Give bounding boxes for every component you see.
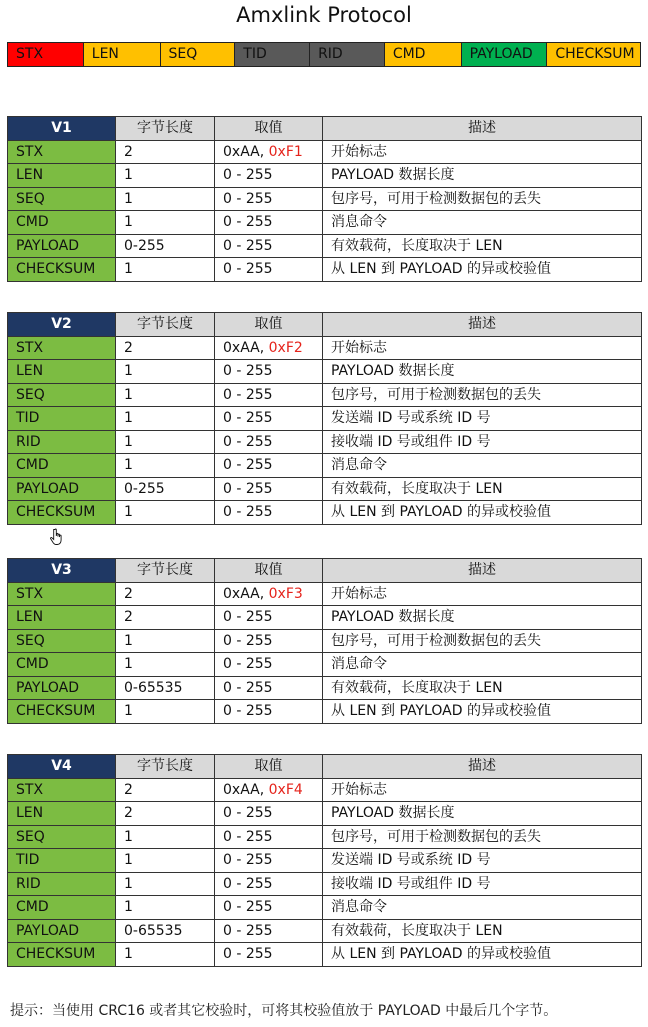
- protocol-field-bar: [7, 42, 641, 67]
- page-title: Amxlink Protocol: [236, 3, 412, 27]
- length-cell: 1: [116, 501, 215, 525]
- field-name-cell: CMD: [8, 211, 116, 235]
- field-name-cell: PAYLOAD: [8, 919, 116, 943]
- description-cell: 开始标志: [323, 778, 642, 802]
- length-cell: 2: [116, 140, 215, 164]
- length-cell: 1: [116, 211, 215, 235]
- field-name-cell: LEN: [8, 360, 116, 384]
- field-bar-seq: SEQ: [161, 43, 236, 66]
- field-name-cell: PAYLOAD: [8, 234, 116, 258]
- version-label: V2: [8, 313, 116, 337]
- value-text: 0 - 255: [223, 386, 273, 403]
- column-header-value: 取值: [215, 755, 323, 779]
- length-cell: 1: [116, 700, 215, 724]
- value-highlight-text: 0xF4: [268, 781, 303, 798]
- description-cell: 发送端 ID 号或系统 ID 号: [323, 407, 642, 431]
- length-cell: 1: [116, 383, 215, 407]
- field-name-cell: RID: [8, 430, 116, 454]
- description-cell: 包序号，可用于检测数据包的丢失: [323, 825, 642, 849]
- length-cell: 2: [116, 802, 215, 826]
- hand-pointer-icon: [48, 528, 64, 546]
- table-row: [8, 258, 642, 282]
- value-text: 0xAA,: [223, 143, 269, 160]
- value-text: 0 - 255: [223, 828, 273, 845]
- version-table-v1: [7, 116, 642, 282]
- version-table-v2: [7, 312, 642, 525]
- table-row: [8, 140, 642, 164]
- description-cell: PAYLOAD 数据长度: [323, 164, 642, 188]
- value-text: 0 - 255: [223, 899, 273, 916]
- value-cell: [215, 825, 323, 849]
- table-row: [8, 211, 642, 235]
- version-table-v4: [7, 754, 642, 967]
- description-cell: 开始标志: [323, 582, 642, 606]
- value-highlight-text: 0xF3: [268, 585, 303, 602]
- value-cell: [215, 582, 323, 606]
- value-text: 0 - 255: [223, 363, 273, 380]
- table-row: [8, 700, 642, 724]
- value-text: 0 - 255: [223, 237, 273, 254]
- description-cell: 包序号，可用于检测数据包的丢失: [323, 629, 642, 653]
- value-text: 0xAA,: [223, 339, 269, 356]
- table-row: [8, 360, 642, 384]
- description-cell: 有效载荷，长度取决于 LEN: [323, 234, 642, 258]
- length-cell: 0-255: [116, 477, 215, 501]
- description-cell: 包序号，可用于检测数据包的丢失: [323, 187, 642, 211]
- table-row: [8, 919, 642, 943]
- field-name-cell: CMD: [8, 896, 116, 920]
- description-cell: 消息命令: [323, 896, 642, 920]
- table-row: [8, 872, 642, 896]
- field-name-cell: LEN: [8, 164, 116, 188]
- length-cell: 1: [116, 629, 215, 653]
- length-cell: 2: [116, 606, 215, 630]
- length-cell: 1: [116, 825, 215, 849]
- value-cell: [215, 477, 323, 501]
- value-cell: [215, 187, 323, 211]
- value-text: 0xAA,: [223, 781, 269, 798]
- value-text: 0 - 255: [223, 805, 273, 822]
- table-row: [8, 653, 642, 677]
- column-header-desc: 描述: [323, 313, 642, 337]
- value-cell: [215, 211, 323, 235]
- description-cell: 开始标志: [323, 140, 642, 164]
- value-cell: [215, 258, 323, 282]
- length-cell: 2: [116, 336, 215, 360]
- column-header-length: 字节长度: [116, 559, 215, 583]
- length-cell: 1: [116, 849, 215, 873]
- value-text: 0 - 255: [223, 480, 273, 497]
- version-table-v3: [7, 558, 642, 724]
- table-row: [8, 629, 642, 653]
- field-bar-rid: RID: [310, 43, 385, 66]
- column-header-value: 取值: [215, 313, 323, 337]
- value-text: 0 - 255: [223, 190, 273, 207]
- length-cell: 2: [116, 582, 215, 606]
- column-header-desc: 描述: [323, 117, 642, 141]
- column-header-value: 取值: [215, 559, 323, 583]
- value-text: 0 - 255: [223, 504, 273, 521]
- field-name-cell: SEQ: [8, 187, 116, 211]
- version-label: V4: [8, 755, 116, 779]
- value-cell: [215, 802, 323, 826]
- table-header-row: [8, 755, 642, 779]
- table-row: [8, 454, 642, 478]
- description-cell: 有效载荷，长度取决于 LEN: [323, 919, 642, 943]
- table-row: [8, 896, 642, 920]
- field-name-cell: RID: [8, 872, 116, 896]
- column-header-desc: 描述: [323, 559, 642, 583]
- value-text: 0 - 255: [223, 609, 273, 626]
- value-text: 0 - 255: [223, 457, 273, 474]
- field-name-cell: SEQ: [8, 629, 116, 653]
- value-text: 0 - 255: [223, 679, 273, 696]
- table-row: [8, 778, 642, 802]
- length-cell: 1: [116, 164, 215, 188]
- description-cell: 有效载荷，长度取决于 LEN: [323, 676, 642, 700]
- length-cell: 0-255: [116, 234, 215, 258]
- footer-note: 提示：当使用 CRC16 或者其它校验时，可将其校验值放于 PAYLOAD 中最后几个字节。: [10, 1003, 558, 1019]
- table-row: [8, 477, 642, 501]
- table-row: [8, 802, 642, 826]
- version-label: V1: [8, 117, 116, 141]
- field-name-cell: PAYLOAD: [8, 477, 116, 501]
- field-bar-payload: PAYLOAD: [462, 43, 548, 66]
- length-cell: 1: [116, 896, 215, 920]
- description-cell: PAYLOAD 数据长度: [323, 606, 642, 630]
- value-text: 0 - 255: [223, 214, 273, 231]
- field-bar-cmd: CMD: [385, 43, 462, 66]
- length-cell: 1: [116, 187, 215, 211]
- description-cell: 从 LEN 到 PAYLOAD 的异或校验值: [323, 501, 642, 525]
- value-cell: [215, 606, 323, 630]
- value-cell: [215, 700, 323, 724]
- length-cell: 1: [116, 258, 215, 282]
- value-text: 0 - 255: [223, 632, 273, 649]
- table-row: [8, 430, 642, 454]
- value-text: 0 - 255: [223, 875, 273, 892]
- length-cell: 0-65535: [116, 919, 215, 943]
- column-header-value: 取值: [215, 117, 323, 141]
- field-name-cell: STX: [8, 336, 116, 360]
- table-row: [8, 187, 642, 211]
- value-highlight-text: 0xF1: [268, 143, 303, 160]
- value-cell: [215, 849, 323, 873]
- field-name-cell: SEQ: [8, 383, 116, 407]
- description-cell: 从 LEN 到 PAYLOAD 的异或校验值: [323, 258, 642, 282]
- description-cell: 消息命令: [323, 454, 642, 478]
- value-text: 0 - 255: [223, 410, 273, 427]
- value-cell: [215, 164, 323, 188]
- table-row: [8, 164, 642, 188]
- table-row: [8, 849, 642, 873]
- value-cell: [215, 336, 323, 360]
- version-label: V3: [8, 559, 116, 583]
- table-row: [8, 606, 642, 630]
- column-header-length: 字节长度: [116, 755, 215, 779]
- value-text: 0xAA,: [223, 585, 269, 602]
- table-row: [8, 336, 642, 360]
- description-cell: 开始标志: [323, 336, 642, 360]
- field-name-cell: CHECKSUM: [8, 943, 116, 967]
- field-name-cell: STX: [8, 778, 116, 802]
- value-highlight-text: 0xF2: [268, 339, 303, 356]
- value-cell: [215, 234, 323, 258]
- value-cell: [215, 430, 323, 454]
- field-name-cell: STX: [8, 582, 116, 606]
- description-cell: 从 LEN 到 PAYLOAD 的异或校验值: [323, 700, 642, 724]
- column-header-length: 字节长度: [116, 313, 215, 337]
- field-name-cell: TID: [8, 407, 116, 431]
- table-header-row: [8, 313, 642, 337]
- value-cell: [215, 896, 323, 920]
- table-row: [8, 383, 642, 407]
- value-cell: [215, 407, 323, 431]
- field-name-cell: CHECKSUM: [8, 501, 116, 525]
- description-cell: 从 LEN 到 PAYLOAD 的异或校验值: [323, 943, 642, 967]
- length-cell: 1: [116, 653, 215, 677]
- description-cell: 包序号，可用于检测数据包的丢失: [323, 383, 642, 407]
- table-row: [8, 234, 642, 258]
- field-name-cell: LEN: [8, 606, 116, 630]
- value-cell: [215, 676, 323, 700]
- value-cell: [215, 454, 323, 478]
- table-row: [8, 582, 642, 606]
- field-name-cell: STX: [8, 140, 116, 164]
- field-name-cell: CMD: [8, 653, 116, 677]
- table-row: [8, 825, 642, 849]
- value-cell: [215, 943, 323, 967]
- length-cell: 1: [116, 454, 215, 478]
- value-text: 0 - 255: [223, 852, 273, 869]
- table-row: [8, 407, 642, 431]
- value-cell: [215, 653, 323, 677]
- description-cell: 有效载荷，长度取决于 LEN: [323, 477, 642, 501]
- column-header-length: 字节长度: [116, 117, 215, 141]
- description-cell: 接收端 ID 号或组件 ID 号: [323, 430, 642, 454]
- length-cell: 1: [116, 872, 215, 896]
- length-cell: 1: [116, 360, 215, 384]
- description-cell: PAYLOAD 数据长度: [323, 802, 642, 826]
- field-name-cell: CHECKSUM: [8, 258, 116, 282]
- field-name-cell: LEN: [8, 802, 116, 826]
- length-cell: 1: [116, 407, 215, 431]
- value-cell: [215, 778, 323, 802]
- description-cell: 消息命令: [323, 211, 642, 235]
- value-cell: [215, 629, 323, 653]
- value-text: 0 - 255: [223, 703, 273, 720]
- description-cell: 消息命令: [323, 653, 642, 677]
- length-cell: 0-65535: [116, 676, 215, 700]
- field-bar-stx: STX: [8, 43, 84, 66]
- value-text: 0 - 255: [223, 261, 273, 278]
- value-text: 0 - 255: [223, 656, 273, 673]
- value-cell: [215, 872, 323, 896]
- length-cell: 1: [116, 430, 215, 454]
- value-cell: [215, 919, 323, 943]
- field-name-cell: TID: [8, 849, 116, 873]
- value-cell: [215, 383, 323, 407]
- field-name-cell: PAYLOAD: [8, 676, 116, 700]
- field-name-cell: SEQ: [8, 825, 116, 849]
- description-cell: 发送端 ID 号或系统 ID 号: [323, 849, 642, 873]
- field-name-cell: CHECKSUM: [8, 700, 116, 724]
- table-header-row: [8, 559, 642, 583]
- value-text: 0 - 255: [223, 946, 273, 963]
- description-cell: PAYLOAD 数据长度: [323, 360, 642, 384]
- column-header-desc: 描述: [323, 755, 642, 779]
- value-cell: [215, 501, 323, 525]
- field-bar-checksum: CHECKSUM: [547, 43, 640, 66]
- value-cell: [215, 140, 323, 164]
- length-cell: 2: [116, 778, 215, 802]
- table-row: [8, 676, 642, 700]
- table-row: [8, 501, 642, 525]
- field-bar-tid: TID: [235, 43, 310, 66]
- table-row: [8, 943, 642, 967]
- value-text: 0 - 255: [223, 922, 273, 939]
- value-text: 0 - 255: [223, 433, 273, 450]
- description-cell: 接收端 ID 号或组件 ID 号: [323, 872, 642, 896]
- field-name-cell: CMD: [8, 454, 116, 478]
- length-cell: 1: [116, 943, 215, 967]
- value-text: 0 - 255: [223, 167, 273, 184]
- value-cell: [215, 360, 323, 384]
- table-header-row: [8, 117, 642, 141]
- field-bar-len: LEN: [84, 43, 161, 66]
